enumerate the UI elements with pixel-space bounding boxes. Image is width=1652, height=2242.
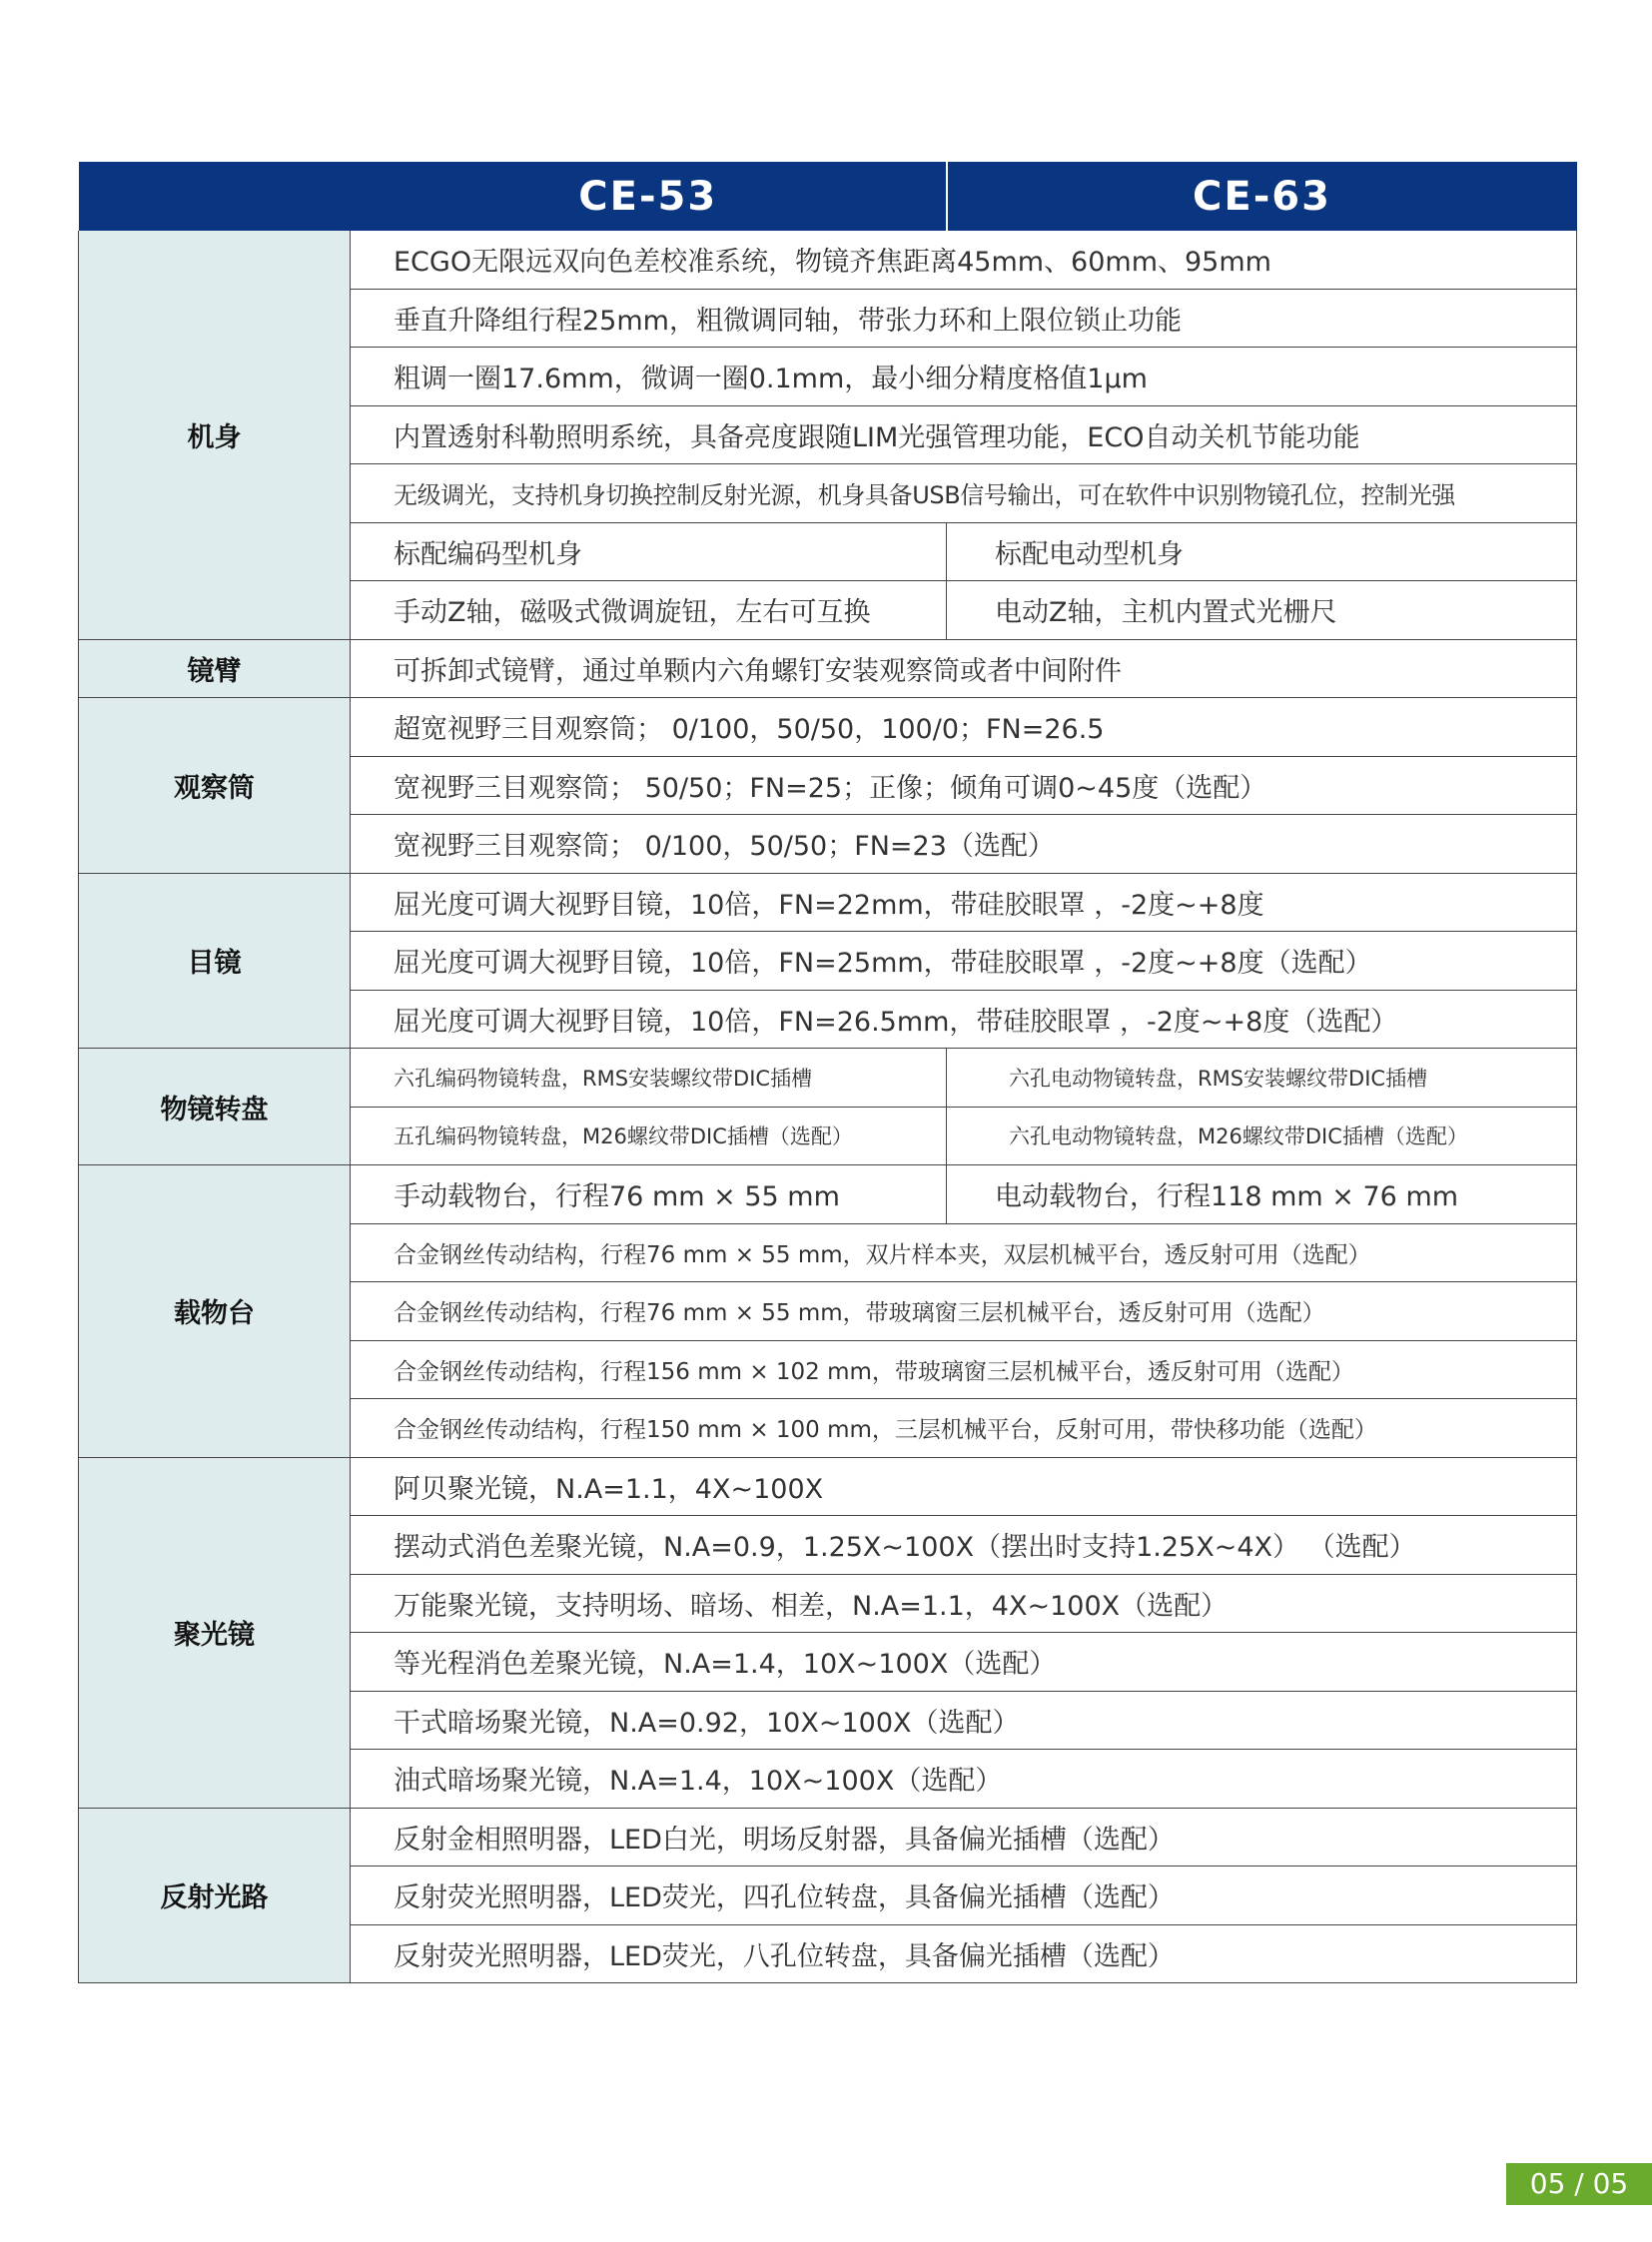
spec-cell: ECGO无限远双向色差校准系统，物镜齐焦距离45mm、60mm、95mm	[351, 231, 1577, 289]
spec-cell: 无级调光，支持机身切换控制反射光源，机身具备USB信号输出，可在软件中识别物镜孔位，控制光强	[351, 464, 1577, 523]
section-label-stage: 载物台	[79, 1165, 351, 1458]
spec-cell: 干式暗场聚光镜，N.A=0.92，10X~100X（选配）	[351, 1691, 1577, 1750]
spec-cell-ce63: 六孔电动物镜转盘，RMS安装螺纹带DIC插槽	[947, 1049, 1577, 1108]
spec-cell-ce63: 电动载物台，行程118 mm × 76 mm	[947, 1165, 1577, 1224]
table-row	[79, 873, 1577, 932]
spec-cell-ce53: 标配编码型机身	[351, 522, 947, 581]
table-row	[79, 1165, 1577, 1224]
spec-cell: 宽视野三目观察筒； 0/100，50/50；FN=23（选配）	[351, 815, 1577, 874]
spec-cell: 合金钢丝传动结构，行程76 mm × 55 mm，带玻璃窗三层机械平台，透反射可用（选配）	[351, 1282, 1577, 1341]
table-row	[79, 1049, 1577, 1108]
header-model-ce63: CE-63	[947, 162, 1577, 231]
spec-cell-ce53: 手动Z轴，磁吸式微调旋钮，左右可互换	[351, 581, 947, 640]
spec-cell-ce53: 六孔编码物镜转盘，RMS安装螺纹带DIC插槽	[351, 1049, 947, 1108]
spec-cell: 合金钢丝传动结构，行程150 mm × 100 mm，三层机械平台，反射可用，带快移功能（选配）	[351, 1399, 1577, 1458]
spec-cell: 垂直升降组行程25mm，粗微调同轴，带张力环和上限位锁止功能	[351, 289, 1577, 348]
spec-cell: 油式暗场聚光镜，N.A=1.4，10X~100X（选配）	[351, 1750, 1577, 1809]
section-label-eyepiece: 目镜	[79, 873, 351, 1049]
spec-cell: 反射荧光照明器，LED荧光，八孔位转盘，具备偏光插槽（选配）	[351, 1924, 1577, 1983]
header-blank-cell	[79, 162, 351, 231]
spec-cell: 可拆卸式镜臂，通过单颗内六角螺钉安装观察筒或者中间附件	[351, 639, 1577, 698]
spec-cell-ce53: 手动载物台，行程76 mm × 55 mm	[351, 1165, 947, 1224]
spec-cell-ce63: 标配电动型机身	[947, 522, 1577, 581]
spec-cell: 屈光度可调大视野目镜，10倍，FN=25mm，带硅胶眼罩 ，-2度~+8度（选配）	[351, 932, 1577, 991]
spec-cell: 屈光度可调大视野目镜，10倍，FN=26.5mm，带硅胶眼罩 ，-2度~+8度（选配）	[351, 990, 1577, 1049]
table-header-row	[79, 162, 1577, 231]
section-label-condenser: 聚光镜	[79, 1457, 351, 1808]
spec-cell: 阿贝聚光镜，N.A=1.1，4X~100X	[351, 1457, 1577, 1516]
spec-cell: 内置透射科勒照明系统，具备亮度跟随LIM光强管理功能，ECO自动关机节能功能	[351, 405, 1577, 464]
spec-cell: 超宽视野三目观察筒； 0/100，50/50，100/0；FN=26.5	[351, 698, 1577, 757]
table-row	[79, 698, 1577, 757]
table-row	[79, 1457, 1577, 1516]
spec-cell: 等光程消色差聚光镜，N.A=1.4，10X~100X（选配）	[351, 1633, 1577, 1692]
spec-cell: 反射荧光照明器，LED荧光，四孔位转盘，具备偏光插槽（选配）	[351, 1867, 1577, 1925]
spec-cell: 合金钢丝传动结构，行程156 mm × 102 mm，带玻璃窗三层机械平台，透反射可用（选配）	[351, 1340, 1577, 1399]
table-row	[79, 639, 1577, 698]
table-row	[79, 231, 1577, 289]
spec-cell: 摆动式消色差聚光镜，N.A=0.9，1.25X~100X（摆出时支持1.25X~4X） （选配）	[351, 1516, 1577, 1575]
spec-cell: 合金钢丝传动结构，行程76 mm × 55 mm，双片样本夹，双层机械平台，透反射可用（选配）	[351, 1223, 1577, 1282]
page-indicator: 05 / 05	[1506, 2163, 1652, 2205]
section-label-reflected-light: 反射光路	[79, 1808, 351, 1983]
spec-cell-ce63: 电动Z轴，主机内置式光栅尺	[947, 581, 1577, 640]
spec-cell: 宽视野三目观察筒； 50/50；FN=25；正像；倾角可调0~45度（选配）	[351, 756, 1577, 815]
spec-cell-ce53: 五孔编码物镜转盘，M26螺纹带DIC插槽（选配）	[351, 1107, 947, 1165]
spec-cell: 粗调一圈17.6mm，微调一圈0.1mm，最小细分精度格值1μm	[351, 348, 1577, 406]
section-label-arm: 镜臂	[79, 639, 351, 698]
spec-cell-ce63: 六孔电动物镜转盘，M26螺纹带DIC插槽（选配）	[947, 1107, 1577, 1165]
spec-cell: 万能聚光镜，支持明场、暗场、相差，N.A=1.1，4X~100X（选配）	[351, 1574, 1577, 1633]
spec-cell: 屈光度可调大视野目镜，10倍，FN=22mm，带硅胶眼罩 ，-2度~+8度	[351, 873, 1577, 932]
header-model-ce53: CE-53	[351, 162, 947, 231]
spec-comparison-table	[78, 162, 1577, 1983]
spec-cell: 反射金相照明器，LED白光，明场反射器，具备偏光插槽（选配）	[351, 1808, 1577, 1867]
section-label-tube: 观察筒	[79, 698, 351, 874]
table-row	[79, 1808, 1577, 1867]
section-label-body: 机身	[79, 231, 351, 639]
section-label-nosepiece: 物镜转盘	[79, 1049, 351, 1165]
